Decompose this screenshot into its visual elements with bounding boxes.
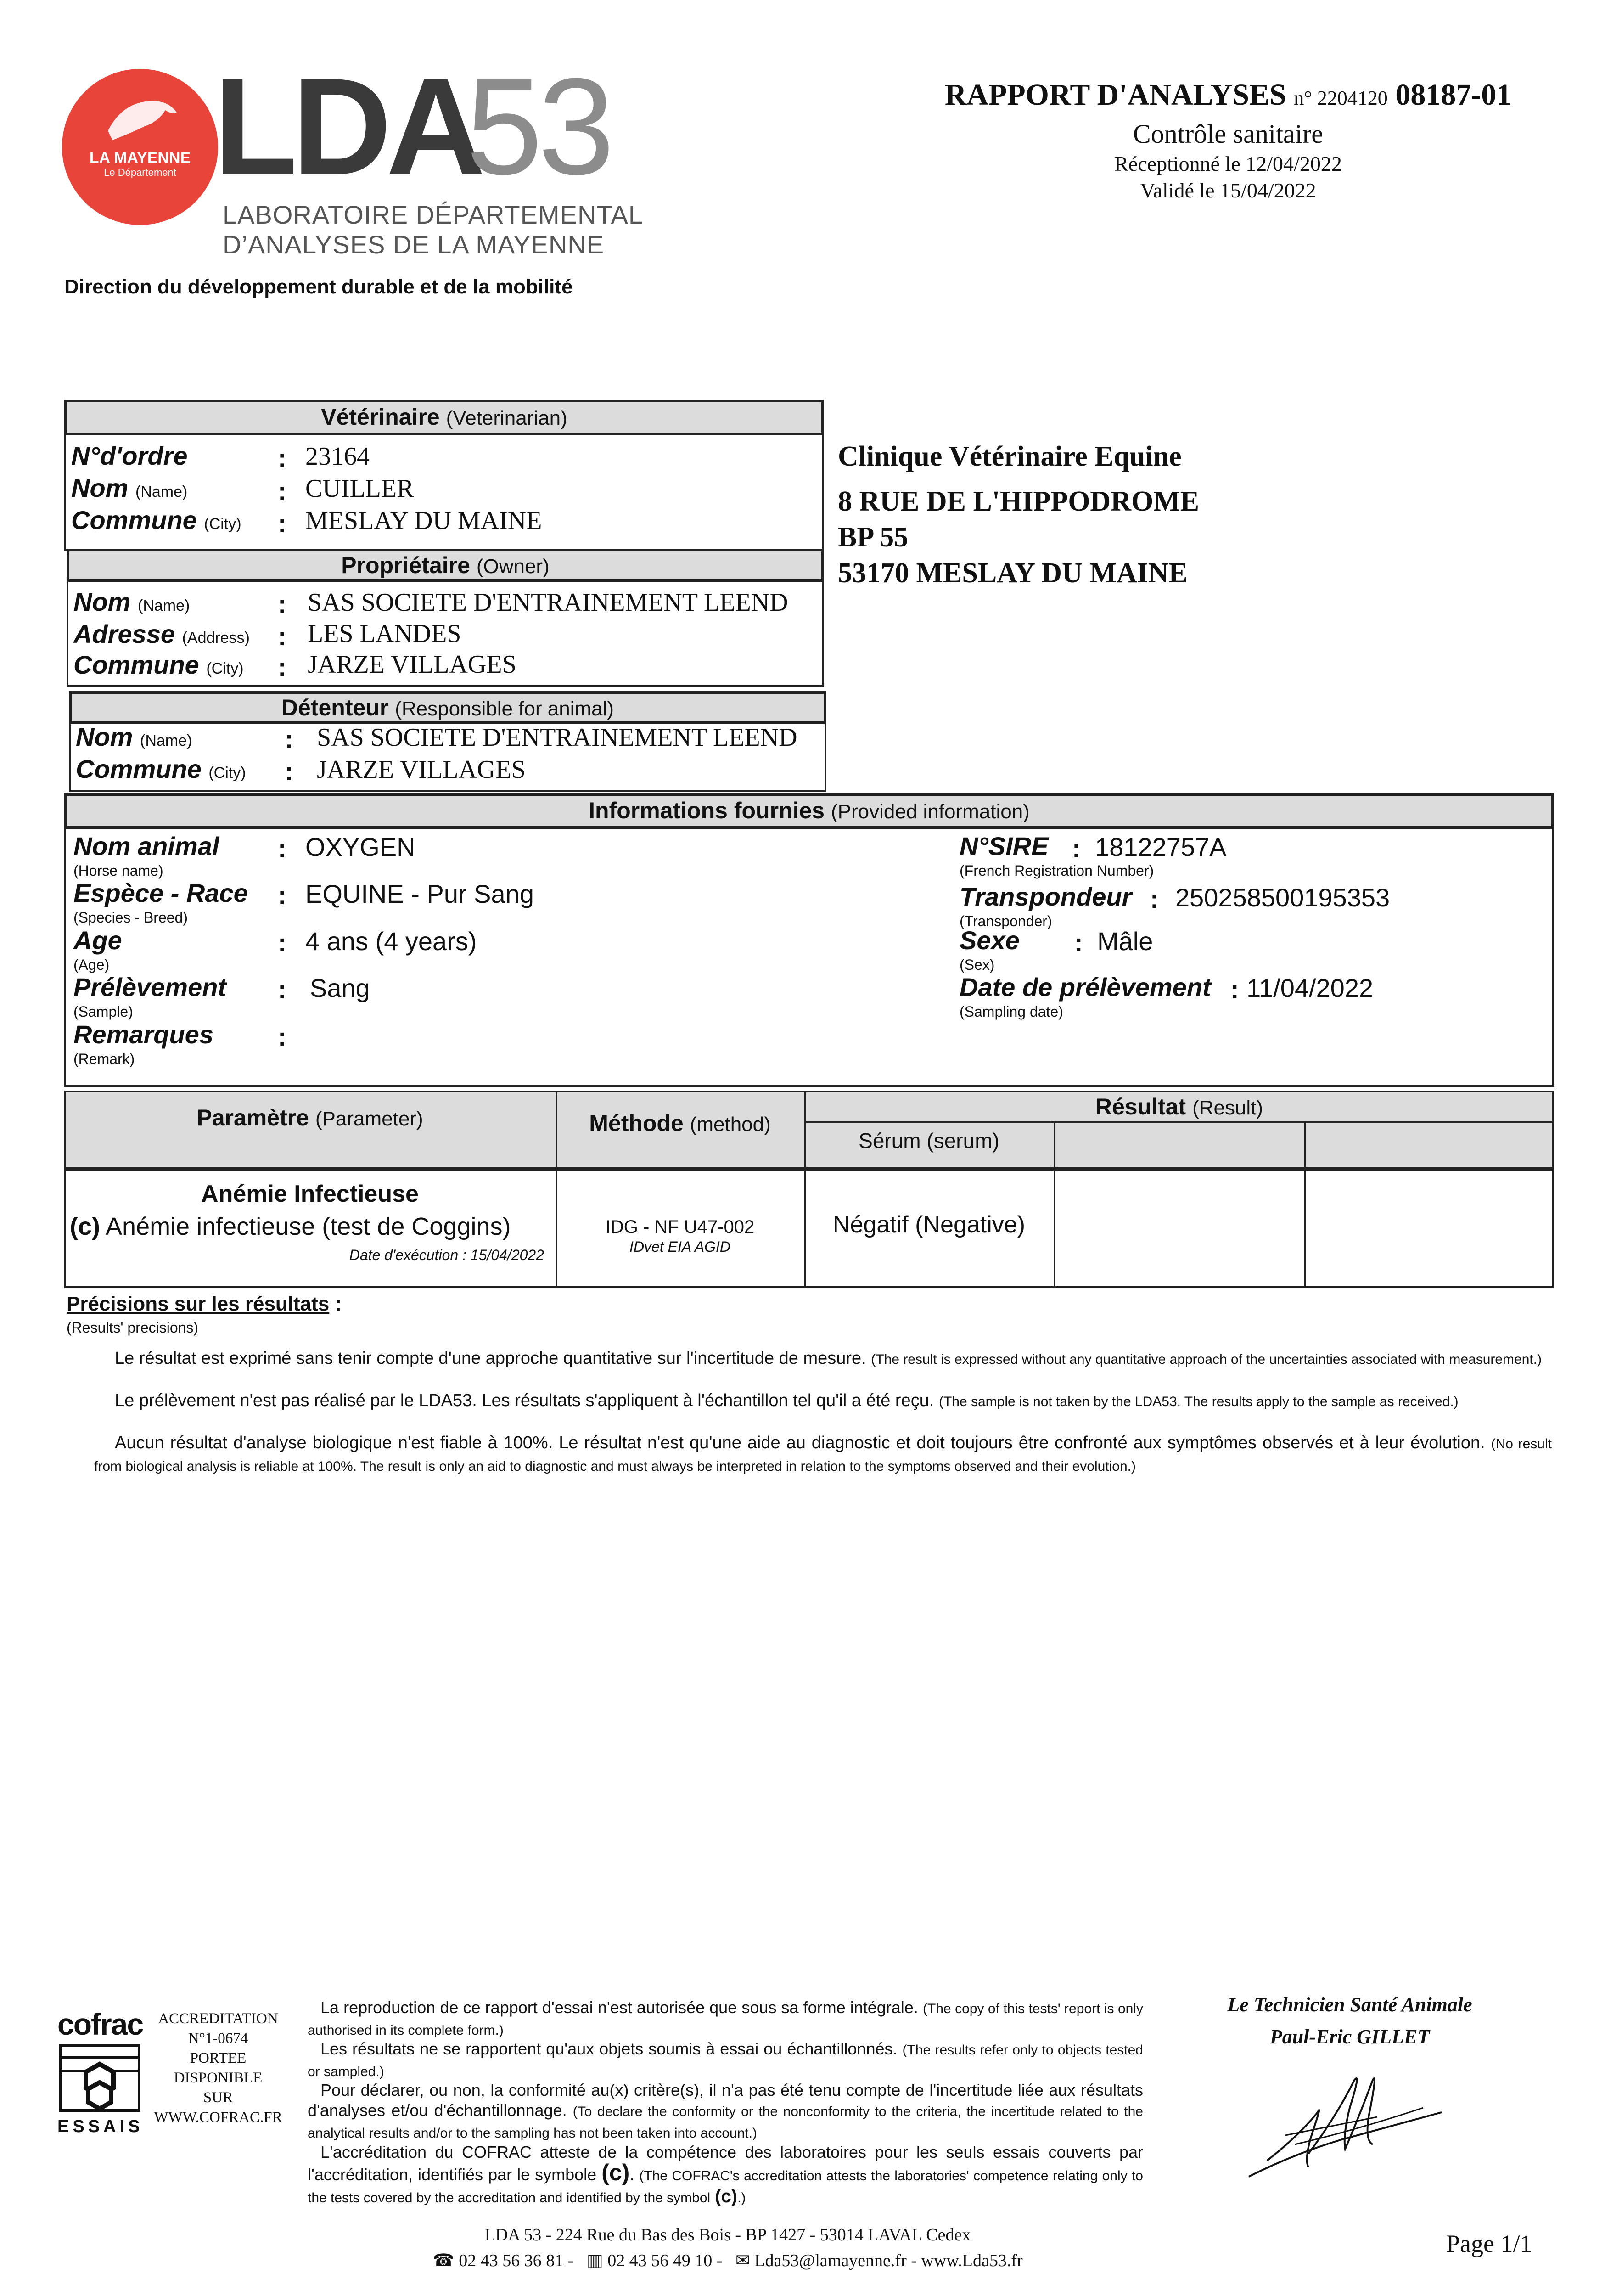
- remark-en: (Remark): [73, 1051, 135, 1067]
- holder-header: [69, 691, 826, 724]
- colon: :: [1074, 928, 1083, 957]
- transponder-en: (Transponder): [960, 913, 1052, 929]
- holder-name-value: SAS SOCIETE D'ENTRAINEMENT LEEND: [317, 723, 797, 752]
- report-type: Contrôle sanitaire: [1133, 119, 1323, 149]
- report-number: 08187-01: [1395, 78, 1512, 112]
- phone-icon: ☎: [432, 2251, 455, 2270]
- info-header-label: Informations fournies: [589, 798, 825, 823]
- signature-image: [1240, 2062, 1451, 2190]
- row-param-line: [70, 1212, 511, 1241]
- sex-value: Mâle: [1097, 927, 1153, 956]
- age-en: (Age): [73, 957, 110, 973]
- cofrac-symbol: (c): [70, 1213, 100, 1240]
- colon: :: [278, 834, 286, 863]
- sample-en: (Sample): [73, 1003, 133, 1020]
- holder-name-label: Nom (Name): [76, 722, 192, 751]
- recipient-address: [838, 439, 1199, 591]
- owner-city-value: JARZE VILLAGES: [308, 650, 516, 679]
- holder-header-en: (Responsible for animal): [395, 698, 614, 720]
- badge-line2: Le Département: [104, 167, 176, 178]
- sire-label: N°SIRE: [960, 832, 1049, 861]
- vet-name-label: Nom (Name): [71, 473, 188, 502]
- remark-label: Remarques: [73, 1020, 214, 1049]
- colon: :: [278, 477, 286, 506]
- holder-city-label: Commune (City): [76, 754, 246, 783]
- row-result: Négatif (Negative): [832, 1211, 1026, 1238]
- method-header: Méthode (method): [589, 1110, 771, 1136]
- colon: :: [278, 928, 286, 957]
- holder-header-label: Détenteur: [281, 695, 389, 720]
- vet-name-value: CUILLER: [305, 474, 414, 503]
- cofrac-hexagon-icon: [58, 2043, 141, 2112]
- result-header: Résultat (Result): [1095, 1094, 1263, 1120]
- report-header: [895, 76, 1561, 204]
- email-web: Lda53@lamayenne.fr - www.Lda53.fr: [754, 2251, 1023, 2270]
- colon: :: [278, 1022, 286, 1051]
- owner-header-en: (Owner): [476, 555, 550, 578]
- cofrac-logo-text: cofrac: [57, 2007, 143, 2041]
- cofrac-logo: [57, 2007, 142, 2144]
- colon: :: [1230, 975, 1239, 1004]
- vet-order-label: N°d'ordre: [71, 441, 188, 470]
- owner-name-label: Nom (Name): [73, 587, 190, 616]
- row-method-kit: IDvet EIA AGID: [629, 1238, 730, 1255]
- row-method: IDG - NF U47-002: [605, 1217, 755, 1237]
- fax-icon: ▥: [586, 2251, 603, 2270]
- precision-3: Aucun résultat d'analyse biologique n'est fiable à 100%. Le résultat n'est qu'une aide au diagnostic et doit toujours être confronté aux symptômes observés et à leur évolution. (No result from biological analysis is reliable at 100%. The result is only an aid to diagnostic and must always be interpreted in relation to the symptoms observed and their evolution.): [94, 1433, 1552, 1474]
- report-title: RAPPORT D'ANALYSES: [944, 78, 1286, 112]
- cofrac-essais: ESSAIS: [57, 2117, 144, 2136]
- recipient-line2: 8 RUE DE L'HIPPODROME: [838, 486, 1200, 517]
- lab-address: LDA 53 - 224 Rue du Bas des Bois - BP 1427 - 53014 LAVAL Cedex: [484, 2225, 971, 2245]
- colon: :: [278, 509, 286, 538]
- recipient-line3: BP 55: [838, 522, 909, 553]
- transponder-label: Transpondeur: [960, 882, 1132, 911]
- footer-note-2: Les résultats ne se rapportent qu'aux objets soumis à essai ou échantillonnés. (The results refer only to objects tested or sampled.): [308, 2039, 1143, 2079]
- param-header: Paramètre (Parameter): [196, 1105, 423, 1131]
- precisions-title: Précisions sur les résultats :: [67, 1293, 342, 1315]
- serum-header: Sérum (serum): [859, 1129, 999, 1153]
- species-value: EQUINE - Pur Sang: [305, 879, 534, 908]
- sire-en: (French Registration Number): [960, 862, 1154, 879]
- vet-city-value: MESLAY DU MAINE: [305, 506, 542, 535]
- signature-name: Paul-Eric GILLET: [1269, 2026, 1430, 2048]
- colon: :: [278, 590, 286, 619]
- date-value: 11/04/2022: [1246, 974, 1374, 1002]
- direction-text: Direction du développement durable et de la mobilité: [64, 276, 573, 298]
- sex-label: Sexe: [960, 926, 1020, 955]
- colon: :: [278, 622, 286, 651]
- logo-subtitle-line1: LABORATOIRE DÉPARTEMENTAL: [223, 200, 644, 229]
- holder-city-value: JARZE VILLAGES: [317, 755, 526, 784]
- info-header-en: (Provided information): [831, 800, 1030, 823]
- vet-header: [64, 400, 824, 435]
- sex-en: (Sex): [960, 957, 995, 973]
- age-label: Age: [73, 926, 122, 955]
- email-icon: ✉: [735, 2251, 750, 2270]
- colon: :: [285, 725, 293, 754]
- report-validated: Validé le 15/04/2022: [1140, 179, 1316, 202]
- report-received: Réceptionné le 12/04/2022: [1114, 152, 1342, 175]
- cofrac-accreditation: ACCREDITATION N°1-0674 PORTEE DISPONIBLE SUR WWW.COFRAC.FR: [154, 2010, 282, 2126]
- info-header: [64, 793, 1554, 829]
- col-line: [1304, 1121, 1306, 1288]
- colon: :: [1072, 834, 1081, 863]
- col-line: [1054, 1121, 1055, 1288]
- precisions-en: (Results' precisions): [67, 1319, 199, 1336]
- phone-number: 02 43 56 36 81 -: [459, 2251, 574, 2270]
- precision-1: Le résultat est exprimé sans tenir compte d'une approche quantitative sur l'incertitude de mesure. (The result is expressed without any quantitative approach of the uncertainties associated with measurement.): [115, 1349, 1542, 1368]
- brand-53: 53: [466, 49, 610, 203]
- page-number: Page 1/1: [1446, 2230, 1532, 2257]
- owner-name-value: SAS SOCIETE D'ENTRAINEMENT LEEND: [308, 588, 788, 617]
- transponder-value: 250258500195353: [1175, 883, 1390, 912]
- row-title: Anémie Infectieuse: [201, 1181, 419, 1207]
- la-mayenne-badge: [62, 69, 218, 225]
- species-en: (Species - Breed): [73, 909, 188, 926]
- colon: :: [278, 444, 286, 473]
- owner-header-label: Propriétaire: [341, 552, 470, 578]
- recipient-line4: 53170 MESLAY DU MAINE: [838, 557, 1188, 589]
- sire-value: 18122757A: [1095, 833, 1227, 861]
- results-table: [64, 1091, 1554, 1288]
- animal-en: (Horse name): [73, 862, 163, 879]
- colon: :: [278, 653, 286, 681]
- colon: :: [278, 975, 286, 1004]
- vet-order-value: 23164: [305, 442, 370, 471]
- vet-header-en: (Veterinarian): [446, 407, 567, 429]
- sample-label: Prélèvement: [73, 973, 227, 1002]
- row-line: [804, 1121, 1554, 1123]
- info-frame: [64, 793, 1554, 1087]
- row-param: Anémie infectieuse (test de Coggins): [106, 1213, 511, 1240]
- species-label: Espèce - Race: [73, 878, 248, 907]
- results-header-divider: [64, 1167, 1554, 1171]
- col-line: [804, 1091, 806, 1288]
- age-value: 4 ans (4 years): [305, 927, 477, 956]
- animal-label: Nom animal: [73, 832, 219, 861]
- owner-city-label: Commune (City): [73, 650, 244, 679]
- owner-address-value: LES LANDES: [308, 619, 461, 648]
- vet-header-label: Vétérinaire: [321, 404, 440, 430]
- row-date: Date d'exécution : 15/04/2022: [349, 1247, 544, 1263]
- lda53-logo: [62, 49, 644, 262]
- brand-lda: LDA: [213, 49, 480, 203]
- owner-header: [67, 549, 824, 582]
- footer-note-3: Pour déclarer, ou non, la conformité au(x) critère(s), il n'a pas été tenu compte de l'incertitude liée aux résultats d'analyses et/ou d'échantillonnage. (To declare the conformity or the nonconformity to the criteria, the incertitude related to the analytical results and/or to the sampling has not been taken into account.): [308, 2081, 1143, 2141]
- fax-number: 02 43 56 49 10 -: [607, 2251, 723, 2270]
- date-en: (Sampling date): [960, 1003, 1063, 1020]
- horse-head-icon: [103, 94, 181, 149]
- logo-subtitle-line2: D’ANALYSES DE LA MAYENNE: [223, 230, 605, 259]
- recipient-line1: Clinique Vétérinaire Equine: [838, 441, 1182, 472]
- colon: :: [1150, 884, 1159, 913]
- footer-note-1: La reproduction de ce rapport d'essai n'est autorisée que sous sa forme intégrale. (The copy of this tests' report is only authorised in its complete form.): [308, 1998, 1143, 2038]
- vet-city-label: Commune (City): [71, 506, 241, 535]
- badge-line1: LA MAYENNE: [89, 149, 191, 167]
- owner-address-label: Adresse (Address): [73, 619, 250, 648]
- date-label: Date de prélèvement: [960, 973, 1211, 1002]
- colon: :: [285, 757, 293, 786]
- colon: :: [278, 881, 286, 910]
- sample-value: Sang: [310, 974, 370, 1002]
- footer-note-4: L'accréditation du COFRAC atteste de la compétence des laboratoires pour les seuls essais couverts par l'accréditation, identifiés par le symbole (c). (The COFRAC's accreditation attests the laboratories' competence relating only to the tests covered by the accreditation and identified by the symbol (c).): [308, 2143, 1143, 2206]
- precision-2: Le prélèvement n'est pas réalisé par le LDA53. Les résultats s'appliquent à l'échantillon tel qu'il a été reçu. (The sample is not taken by the LDA53. The results apply to the sample as received.): [115, 1391, 1459, 1410]
- contact-line: [321, 2250, 1134, 2271]
- report-number-prefix: n° 2204120: [1294, 87, 1388, 109]
- signature-title: Le Technicien Santé Animale: [1227, 1993, 1472, 2016]
- report-title-line: [895, 76, 1561, 118]
- animal-value: OXYGEN: [305, 833, 415, 861]
